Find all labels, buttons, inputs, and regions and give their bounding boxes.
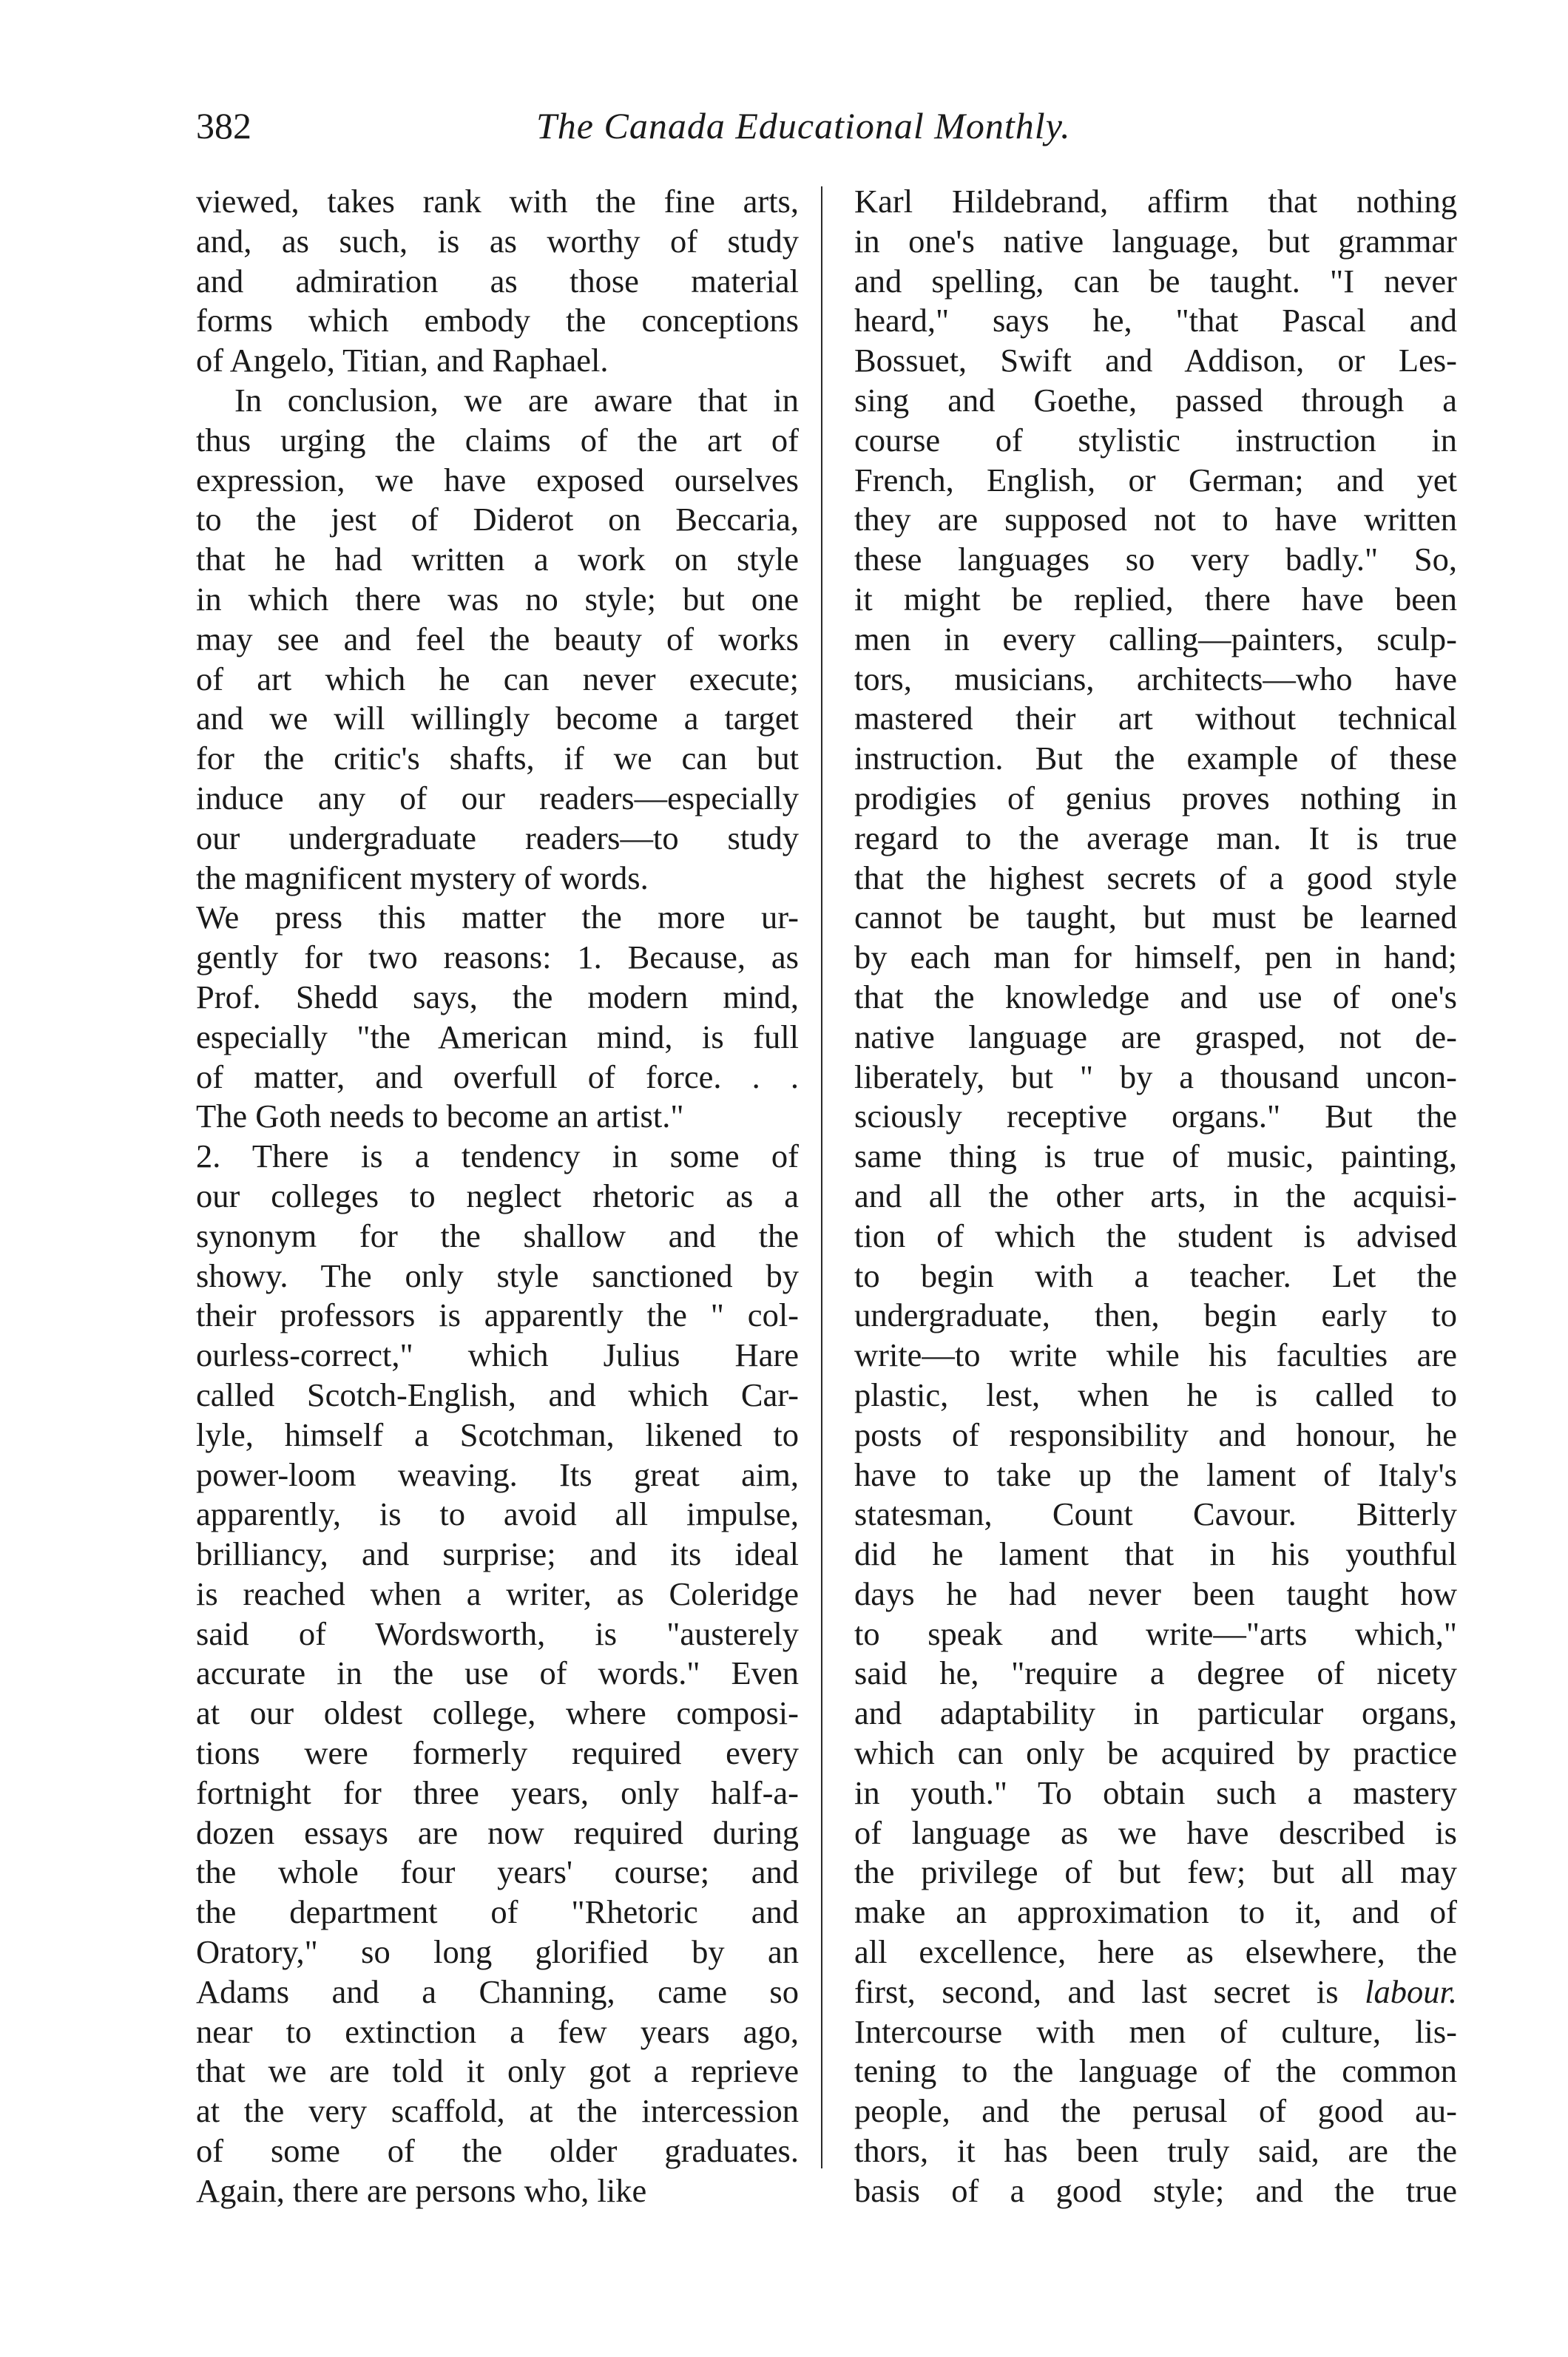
running-title: The Canada Educational Monthly. — [536, 105, 1071, 146]
text-line: said of Wordsworth, is "austerely — [196, 1614, 799, 1652]
text-line: near to extinction a few years ago, — [196, 2012, 799, 2050]
text-line: our colleges to neglect rhetoric as a — [196, 1177, 799, 1214]
text-line: write—to write while his faculties are — [854, 1336, 1457, 1374]
text-line: power-loom weaving. Its great aim, — [196, 1455, 799, 1493]
text-line: all excellence, here as elsewhere, the — [854, 1933, 1457, 1971]
italic-word: labour. — [1365, 1972, 1457, 2010]
text-line: they are supposed not to have written — [854, 501, 1457, 538]
text-line: said he, "require a degree of nicety — [854, 1654, 1457, 1692]
text-line: days he had never been taught how — [854, 1575, 1457, 1612]
text-line: brilliancy, and surprise; and its ideal — [196, 1535, 799, 1573]
text-line: and all the other arts, in the acquisi- — [854, 1177, 1457, 1214]
text-line: In conclusion, we are aware that in — [234, 381, 799, 419]
text-line: lyle, himself a Scotchman, likened to — [196, 1416, 799, 1453]
page-header — [196, 96, 1468, 155]
text-line: We press this matter the more ur- — [196, 899, 799, 936]
text-line: native language are grasped, not de- — [854, 1018, 1457, 1055]
text-line: showy. The only style sanctioned by — [196, 1257, 799, 1294]
text-line: prodigies of genius proves nothing in — [854, 779, 1457, 816]
text-line: in youth." To obtain such a mastery — [854, 1773, 1457, 1811]
text-line: in which there was no style; but one — [196, 580, 799, 618]
left-column — [196, 182, 799, 2211]
text-line: plastic, lest, when he is called to — [854, 1376, 1457, 1413]
text-line: of some of the older graduates. — [196, 2132, 799, 2170]
text-line: may see and feel the beauty of works — [196, 620, 799, 657]
text-line: especially "the American mind, is full — [196, 1018, 799, 1055]
text-line: and admiration as those material — [196, 262, 799, 300]
text-line: that we are told it only got a reprieve — [196, 2052, 799, 2090]
text-line: the magnificent mystery of words. — [196, 859, 649, 896]
text-line: for the critic's shafts, if we can but — [196, 740, 799, 777]
text-line: tion of which the student is advised — [854, 1217, 1457, 1254]
text-line: Oratory," so long glorified by an — [196, 1933, 799, 1971]
text-line: Bossuet, Swift and Addison, or Les- — [854, 342, 1457, 379]
page-number: 382 — [196, 105, 251, 146]
text-line: of matter, and overfull of force. . . — [196, 1058, 799, 1095]
text-line: heard," says he, "that Pascal and — [854, 302, 1457, 339]
text-line: fortnight for three years, only half-a- — [196, 1773, 799, 1811]
text-line: forms which embody the conceptions — [196, 302, 799, 339]
text-line: expression, we have exposed ourselves — [196, 461, 799, 498]
text-line: in one's native language, but grammar — [854, 222, 1457, 260]
text-line: by each man for himself, pen in hand; — [854, 939, 1457, 976]
text-line: men in every calling—painters, sculp- — [854, 620, 1457, 657]
text-line: people, and the perusal of good au- — [854, 2092, 1457, 2130]
text-line: course of stylistic instruction in — [854, 421, 1457, 459]
text-line: sciously receptive organs." But the — [854, 1098, 1457, 1135]
text-line: their professors is apparently the " col- — [196, 1296, 799, 1334]
column-divider — [821, 186, 822, 2168]
text-line: posts of responsibility and honour, he — [854, 1416, 1457, 1453]
text-line: that he had written a work on style — [196, 541, 799, 578]
text-line: liberately, but " by a thousand uncon- — [854, 1058, 1457, 1095]
text-line: it might be replied, there have been — [854, 580, 1457, 618]
text-line: to speak and write—"arts which," — [854, 1614, 1457, 1652]
text-line: these languages so very badly." So, — [854, 541, 1457, 578]
text-line: at the very scaffold, at the intercession — [196, 2092, 799, 2130]
text-line: statesman, Count Cavour. Bitterly — [854, 1495, 1457, 1533]
text-line: our undergraduate readers—to study — [196, 819, 799, 856]
text-line: and, as such, is as worthy of study — [196, 222, 799, 260]
text-line: at our oldest college, where composi- — [196, 1694, 799, 1732]
text-line: which can only be acquired by practice — [854, 1734, 1457, 1772]
text-line: undergraduate, then, begin early to — [854, 1296, 1457, 1334]
text-line: have to take up the lament of Italy's — [854, 1455, 1457, 1493]
text-line: thus urging the claims of the art of — [196, 421, 799, 459]
text-line: same thing is true of music, painting, — [854, 1137, 1457, 1175]
text-line: and spelling, can be taught. "I never — [854, 262, 1457, 300]
text-line: accurate in the use of words." Even — [196, 1654, 799, 1692]
text-line: to begin with a teacher. Let the — [854, 1257, 1457, 1294]
text-line: French, English, or German; and yet — [854, 461, 1457, 498]
text-line: the whole four years' course; and — [196, 1853, 799, 1891]
text-line: gently for two reasons: 1. Because, as — [196, 939, 799, 976]
text-line: make an approximation to it, and of — [854, 1893, 1457, 1931]
text-line: mastered their art without technical — [854, 700, 1457, 737]
text-line: 2. There is a tendency in some of — [196, 1137, 799, 1175]
text-line: Karl Hildebrand, affirm that nothing — [854, 183, 1457, 220]
text-line: regard to the average man. It is true — [854, 819, 1457, 856]
text-line: of Angelo, Titian, and Raphael. — [196, 342, 609, 379]
text-line: that the knowledge and use of one's — [854, 978, 1457, 1015]
text-line: tening to the language of the common — [854, 2052, 1457, 2090]
text-line: Prof. Shedd says, the modern mind, — [196, 978, 799, 1015]
text-line: called Scotch-English, and which Car- — [196, 1376, 799, 1413]
text-line: The Goth needs to become an artist." — [196, 1098, 684, 1135]
text-line: thors, it has been truly said, are the — [854, 2132, 1457, 2170]
text-line: apparently, is to avoid all impulse, — [196, 1495, 799, 1533]
text-line: and adaptability in particular organs, — [854, 1694, 1457, 1732]
text-line: tors, musicians, architects—who have — [854, 660, 1457, 697]
text-line: cannot be taught, but must be learned — [854, 899, 1457, 936]
text-line: tions were formerly required every — [196, 1734, 799, 1772]
text-line: ourless-correct," which Julius Hare — [196, 1336, 799, 1374]
text-line: the department of "Rhetoric and — [196, 1893, 799, 1931]
text-line: and we will willingly become a target — [196, 700, 799, 737]
text-line: first, second, and last secret is labour. — [854, 1972, 1457, 2010]
text-line: is reached when a writer, as Coleridge — [196, 1575, 799, 1612]
text-line: basis of a good style; and the true — [854, 2171, 1457, 2209]
text-line: instruction. But the example of these — [854, 740, 1457, 777]
text-line: that the highest secrets of a good style — [854, 859, 1457, 896]
text-line: Again, there are persons who, like — [196, 2171, 647, 2209]
text-line: Adams and a Channing, came so — [196, 1972, 799, 2010]
text-line: of language as we have described is — [854, 1813, 1457, 1851]
text-line: the privilege of but few; but all may — [854, 1853, 1457, 1891]
text-line: of art which he can never execute; — [196, 660, 799, 697]
text-line: did he lament that in his youthful — [854, 1535, 1457, 1573]
right-column — [854, 182, 1457, 2211]
text-line: to the jest of Diderot on Beccaria, — [196, 501, 799, 538]
text-line: viewed, takes rank with the fine arts, — [196, 183, 799, 220]
text-line: induce any of our readers—especially — [196, 779, 799, 816]
text-line: sing and Goethe, passed through a — [854, 381, 1457, 419]
text-line: synonym for the shallow and the — [196, 1217, 799, 1254]
text-line: dozen essays are now required during — [196, 1813, 799, 1851]
text-line: Intercourse with men of culture, lis- — [854, 2012, 1457, 2050]
